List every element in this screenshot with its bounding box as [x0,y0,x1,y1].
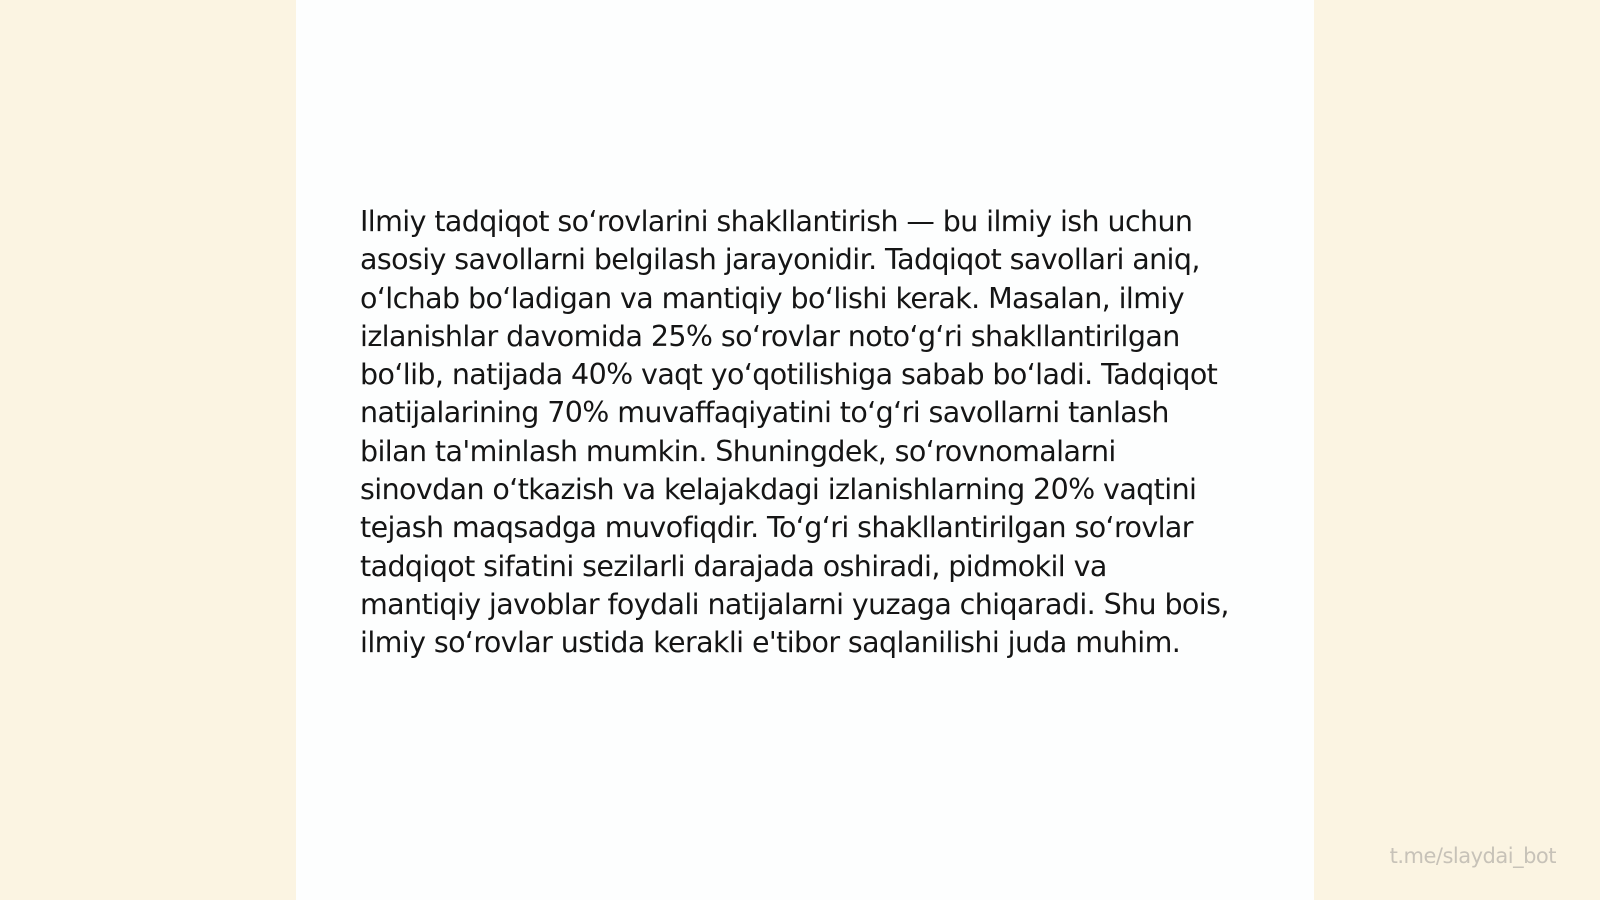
page-left-margin [0,0,296,900]
watermark: t.me/slaydai_bot [1389,844,1556,868]
slide [296,0,1314,900]
page-right-margin [1314,0,1600,900]
slide-body-text: Ilmiy tadqiqot so‘rovlarini shakllantirish — bu ilmiy ish uchun asosiy savollarni belgilash jarayonidir. Tadqiqot savollari aniq, o‘lchab bo‘ladigan va mantiqiy bo‘lishi kerak. Masalan, ilmiy izlanishlar davomida 25% so‘rovlar noto‘g‘ri shakllantirilgan bo‘lib, natijada 40% vaqt yo‘qotilishiga sabab bo‘ladi. Tadqiqot natijalarining 70% muvaffaqiyatini to‘g‘ri savollarni tanlash bilan ta'minlash mumkin. Shuningdek, so‘rovnomalarni sinovdan o‘tkazish va kelajakdagi izlanishlarning 20% vaqtini tejash maqsadga muvofiqdir. To‘g‘ri shakllantirilgan so‘rovlar tadqiqot sifatini sezilarli darajada oshiradi, pidmokil va mantiqiy javoblar foydali natijalarni yuzaga chiqaradi. Shu bois, ilmiy so‘rovlar ustida kerakli e'tibor saqlanilishi juda muhim. [360,205,1229,660]
